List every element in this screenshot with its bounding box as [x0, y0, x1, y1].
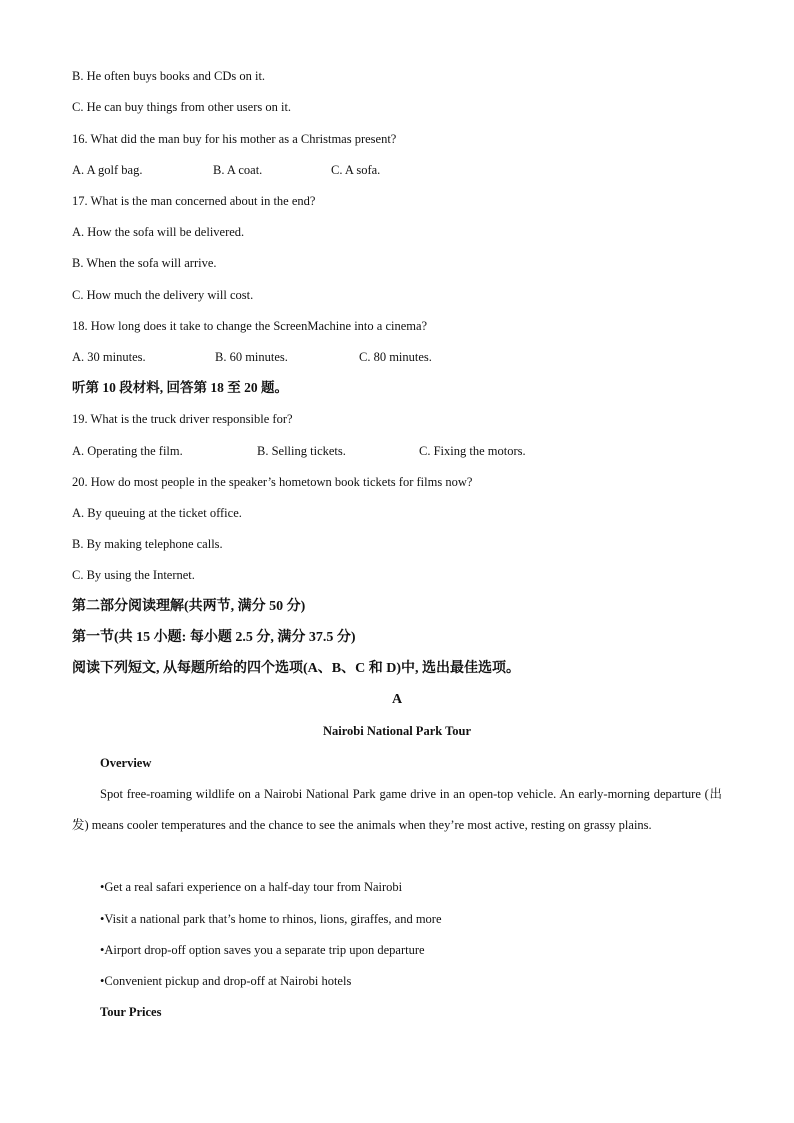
q16-option-b: B. A coat.: [213, 163, 263, 177]
passage-letter: A: [391, 692, 403, 707]
bullet-item: •Convenient pickup and drop-off at Nairobi hotels: [100, 974, 352, 988]
q16-option-a: A. A golf bag.: [72, 163, 143, 177]
q19-option-b: B. Selling tickets.: [257, 444, 346, 458]
q17-option-a: A. How the sofa will be delivered.: [72, 225, 245, 239]
q18-option-b: B. 60 minutes.: [215, 350, 288, 364]
bullet-item: •Get a real safari experience on a half-day tour from Nairobi: [100, 880, 403, 894]
passage-title: Nairobi National Park Tour: [322, 724, 472, 738]
q15-option-c: C. He can buy things from other users on it.: [72, 100, 292, 114]
section-one-title: 第一节(共 15 小题: 每小题 2.5 分, 满分 37.5 分): [72, 630, 356, 645]
overview-heading: Overview: [100, 756, 152, 770]
q17-option-b: B. When the sofa will arrive.: [72, 256, 217, 270]
q15-option-b: B. He often buys books and CDs on it.: [72, 69, 266, 83]
q20-option-b: B. By making telephone calls.: [72, 537, 223, 551]
reading-instruction: 阅读下列短文, 从每题所给的四个选项(A、B、C 和 D)中, 选出最佳选项。: [72, 661, 520, 676]
q17-question: 17. What is the man concerned about in the end?: [72, 194, 316, 208]
q18-option-c: C. 80 minutes.: [359, 350, 432, 364]
q18-question: 18. How long does it take to change the ScreenMachine into a cinema?: [72, 319, 428, 333]
bullet-item: •Visit a national park that’s home to rhinos, lions, giraffes, and more: [100, 912, 442, 926]
q20-option-c: C. By using the Internet.: [72, 568, 195, 582]
q19-question: 19. What is the truck driver responsible for?: [72, 412, 293, 426]
q20-option-a: A. By queuing at the ticket office.: [72, 506, 242, 520]
q20-question: 20. How do most people in the speaker’s hometown book tickets for films now?: [72, 475, 473, 489]
bullet-item: •Airport drop-off option saves you a separate trip upon departure: [100, 943, 425, 957]
q19-option-a: A. Operating the film.: [72, 444, 183, 458]
q19-option-c: C. Fixing the motors.: [419, 444, 526, 458]
q18-option-a: A. 30 minutes.: [72, 350, 146, 364]
q17-option-c: C. How much the delivery will cost.: [72, 288, 254, 302]
q16-question: 16. What did the man buy for his mother as a Christmas present?: [72, 132, 397, 146]
overview-paragraph: Spot free-roaming wildlife on a Nairobi National Park game drive in an open-top vehicle. An early-morning departure (出发) means cooler temperatures and the chance to see the animals when they’re most active, resting on grassy plains.: [72, 787, 722, 832]
section-header-10: 听第 10 段材料, 回答第 18 至 20 题。: [72, 380, 288, 395]
tour-prices-heading: Tour Prices: [100, 1005, 162, 1019]
q16-option-c: C. A sofa.: [331, 163, 381, 177]
part-two-title: 第二部分阅读理解(共两节, 满分 50 分): [72, 599, 306, 614]
